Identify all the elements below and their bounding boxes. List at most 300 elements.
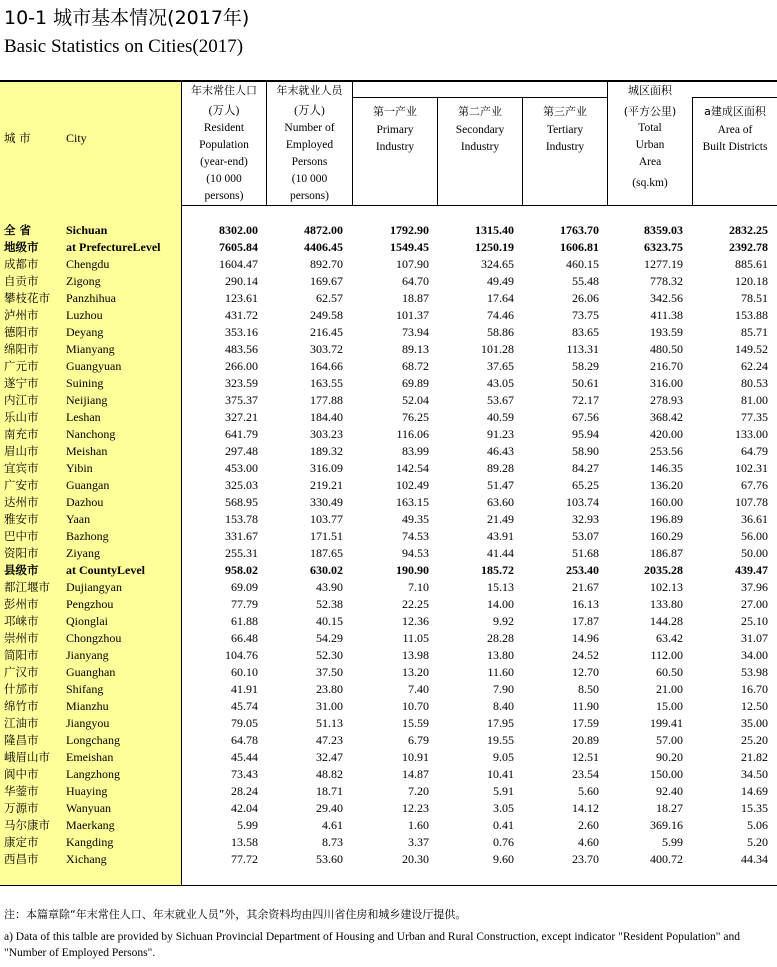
table-cell: 91.23 <box>487 427 514 441</box>
table-row <box>0 630 777 647</box>
table-cell: 353.16 <box>225 325 258 339</box>
city-name-cn: 乐山市 <box>4 410 39 424</box>
table-cell: 78.51 <box>741 291 768 305</box>
table-cell: 171.51 <box>310 529 343 543</box>
city-name-en: Sichuan <box>66 223 108 237</box>
city-name-cn: 绵竹市 <box>4 699 39 713</box>
table-cell: 12.23 <box>402 801 429 815</box>
city-name-en: Panzhihua <box>66 291 116 305</box>
table-cell: 25.20 <box>741 733 768 747</box>
table-cell: 21.82 <box>741 750 768 764</box>
table-row <box>0 460 777 477</box>
table-cell: 11.05 <box>402 631 429 645</box>
table-cell: 48.82 <box>316 767 343 781</box>
page-title-cn: 10-1 城市基本情况(2017年) <box>4 7 250 29</box>
table-cell: 46.43 <box>487 444 514 458</box>
table-cell: 189.32 <box>310 444 343 458</box>
city-name-en: Chengdu <box>66 257 110 271</box>
table-cell: 18.87 <box>402 291 429 305</box>
table-cell: 80.53 <box>741 376 768 390</box>
table-row <box>0 511 777 528</box>
table-cell: 133.80 <box>650 597 683 611</box>
city-name-cn: 地级市 <box>4 240 39 254</box>
table-cell: 49.35 <box>402 512 429 526</box>
table-cell: 23.54 <box>572 767 599 781</box>
table-cell: 31.00 <box>316 699 343 713</box>
table-cell: 32.93 <box>572 512 599 526</box>
table-cell: 10.91 <box>402 750 429 764</box>
city-name-cn: 资阳市 <box>4 546 39 560</box>
table-cell: 90.20 <box>656 750 683 764</box>
city-name-cn: 广汉市 <box>4 665 39 679</box>
city-name-cn: 江油市 <box>4 716 39 730</box>
table-cell: 52.30 <box>316 648 343 662</box>
table-row <box>0 579 777 596</box>
table-row <box>0 562 777 579</box>
table-cell: 17.64 <box>487 291 514 305</box>
table-cell: 67.76 <box>741 478 768 492</box>
table-cell: 144.28 <box>650 614 683 628</box>
city-name-cn: 崇州市 <box>4 631 39 645</box>
table-cell: 324.65 <box>481 257 514 271</box>
table-cell: 1606.81 <box>560 240 599 254</box>
table-cell: 420.00 <box>650 427 683 441</box>
table-cell: 85.71 <box>741 325 768 339</box>
table-cell: 35.00 <box>741 716 768 730</box>
header-employed-persons: 年末就业人员 (万人) Number of Employed Persons (10 000 persons) <box>276 84 343 202</box>
city-name-en: Jiangyou <box>66 716 110 730</box>
table-row <box>0 817 777 834</box>
header-urban-area: 城区面积 (平方公里) Total Urban Area (sq.km) <box>623 84 677 189</box>
city-name-en: Zigong <box>66 274 101 288</box>
table-cell: 36.61 <box>741 512 768 526</box>
city-name-cn: 峨眉山市 <box>4 750 50 764</box>
table-cell: 45.74 <box>231 699 258 713</box>
table-row <box>0 324 777 341</box>
table-row <box>0 545 777 562</box>
table-cell: 323.59 <box>225 376 258 390</box>
table-cell: 18.27 <box>656 801 683 815</box>
table-cell: 13.20 <box>402 665 429 679</box>
table-cell: 190.90 <box>396 563 429 577</box>
table-cell: 51.47 <box>487 478 514 492</box>
table-cell: 6323.75 <box>644 240 683 254</box>
table-cell: 278.93 <box>650 393 683 407</box>
table-cell: 23.80 <box>316 682 343 696</box>
table-row <box>0 494 777 511</box>
table-cell: 68.72 <box>402 359 429 373</box>
table-cell: 11.60 <box>487 665 514 679</box>
table-cell: 63.60 <box>487 495 514 509</box>
table-cell: 778.32 <box>650 274 683 288</box>
table-cell: 14.87 <box>402 767 429 781</box>
table-cell: 568.95 <box>225 495 258 509</box>
header-resident-population: 年末常住人口 (万人) Resident Population (year-end) (10 000 persons) <box>191 84 257 202</box>
table-cell: 1763.70 <box>560 223 599 237</box>
table-cell: 11.90 <box>572 699 599 713</box>
table-cell: 1250.19 <box>475 240 514 254</box>
table-cell: 77.72 <box>231 852 258 866</box>
table-cell: 56.00 <box>741 529 768 543</box>
city-name-en: Meishan <box>66 444 108 458</box>
table-cell: 483.56 <box>225 342 258 356</box>
table-cell: 107.78 <box>735 495 768 509</box>
table-cell: 266.00 <box>225 359 258 373</box>
table-row <box>0 307 777 324</box>
city-name-en: Yibin <box>66 461 93 475</box>
city-name-en: Emeishan <box>66 750 114 764</box>
table-cell: 368.42 <box>650 410 683 424</box>
table-cell: 104.76 <box>225 648 258 662</box>
city-name-en: Maerkang <box>66 818 115 832</box>
table-cell: 112.00 <box>650 648 683 662</box>
table-cell: 74.53 <box>402 529 429 543</box>
table-cell: 24.52 <box>572 648 599 662</box>
city-name-en: Guangyuan <box>66 359 122 373</box>
table-cell: 61.88 <box>231 614 258 628</box>
table-cell: 18.71 <box>316 784 343 798</box>
table-cell: 14.96 <box>572 631 599 645</box>
city-name-cn: 自贡市 <box>4 274 39 288</box>
table-row <box>0 358 777 375</box>
table-row <box>0 477 777 494</box>
table-cell: 65.25 <box>572 478 599 492</box>
table-cell: 375.37 <box>225 393 258 407</box>
city-name-cn: 马尔康市 <box>4 818 50 832</box>
table-cell: 28.24 <box>231 784 258 798</box>
city-name-cn: 达州市 <box>4 495 39 509</box>
table-row <box>0 732 777 749</box>
table-row <box>0 409 777 426</box>
table-cell: 95.94 <box>572 427 599 441</box>
table-row <box>0 681 777 698</box>
city-name-en: Luzhou <box>66 308 103 322</box>
table-row <box>0 596 777 613</box>
table-cell: 74.46 <box>487 308 514 322</box>
city-name-cn: 内江市 <box>4 393 39 407</box>
table-cell: 92.40 <box>656 784 683 798</box>
table-cell: 32.47 <box>316 750 343 764</box>
table-row <box>0 375 777 392</box>
table-cell: 431.72 <box>225 308 258 322</box>
table-cell: 58.29 <box>572 359 599 373</box>
table-cell: 37.50 <box>316 665 343 679</box>
table-cell: 45.44 <box>231 750 258 764</box>
table-cell: 14.69 <box>741 784 768 798</box>
table-cell: 316.09 <box>310 461 343 475</box>
table-cell: 14.12 <box>572 801 599 815</box>
city-name-en: Xichang <box>66 852 107 866</box>
table-cell: 58.86 <box>487 325 514 339</box>
table-cell: 325.03 <box>225 478 258 492</box>
city-name-en: Qionglai <box>66 614 108 628</box>
city-name-en: Dazhou <box>66 495 104 509</box>
header-bottom-rule <box>181 205 777 206</box>
table-cell: 89.28 <box>487 461 514 475</box>
table-cell: 51.68 <box>572 546 599 560</box>
table-row <box>0 613 777 630</box>
table-row <box>0 783 777 800</box>
table-cell: 297.48 <box>225 444 258 458</box>
table-row <box>0 222 777 239</box>
table-cell: 411.38 <box>650 308 683 322</box>
table-cell: 53.67 <box>487 393 514 407</box>
table-cell: 193.59 <box>650 325 683 339</box>
city-name-en: Huaying <box>66 784 108 798</box>
table-cell: 52.38 <box>316 597 343 611</box>
table-row <box>0 392 777 409</box>
table-cell: 185.72 <box>481 563 514 577</box>
table-cell: 892.70 <box>310 257 343 271</box>
table-cell: 101.37 <box>396 308 429 322</box>
city-name-cn: 南充市 <box>4 427 39 441</box>
table-cell: 10.41 <box>487 767 514 781</box>
table-cell: 16.70 <box>741 682 768 696</box>
table-row <box>0 239 777 256</box>
page-title-en: Basic Statistics on Cities(2017) <box>4 36 244 57</box>
table-cell: 37.96 <box>741 580 768 594</box>
table-cell: 142.54 <box>396 461 429 475</box>
city-name-en: Kangding <box>66 835 114 849</box>
divider <box>692 97 777 98</box>
table-cell: 22.25 <box>402 597 429 611</box>
table-row <box>0 647 777 664</box>
city-name-cn: 眉山市 <box>4 444 39 458</box>
table-cell: 64.78 <box>231 733 258 747</box>
table-cell: 102.13 <box>650 580 683 594</box>
table-cell: 41.91 <box>231 682 258 696</box>
table-cell: 13.80 <box>487 648 514 662</box>
table-cell: 216.70 <box>650 359 683 373</box>
city-name-cn: 遂宁市 <box>4 376 39 390</box>
city-name-cn: 广元市 <box>4 359 39 373</box>
table-cell: 29.40 <box>316 801 343 815</box>
table-cell: 12.70 <box>572 665 599 679</box>
table-row <box>0 800 777 817</box>
table-cell: 1.60 <box>408 818 429 832</box>
table-cell: 67.56 <box>572 410 599 424</box>
city-name-en: Jianyang <box>66 648 109 662</box>
city-name-cn: 什邡市 <box>4 682 39 696</box>
table-cell: 64.70 <box>402 274 429 288</box>
table-cell: 28.28 <box>487 631 514 645</box>
table-cell: 60.10 <box>231 665 258 679</box>
table-cell: 0.76 <box>493 835 514 849</box>
city-name-cn: 攀枝花市 <box>4 291 50 305</box>
table-cell: 40.15 <box>316 614 343 628</box>
table-cell: 958.02 <box>225 563 258 577</box>
table-cell: 186.87 <box>650 546 683 560</box>
table-cell: 219.21 <box>310 478 343 492</box>
city-name-en: at PrefectureLevel <box>66 240 161 254</box>
table-cell: 73.75 <box>572 308 599 322</box>
table-cell: 120.18 <box>735 274 768 288</box>
city-name-en: at CountyLevel <box>66 563 145 577</box>
city-name-cn: 万源市 <box>4 801 39 815</box>
city-name-cn: 广安市 <box>4 478 39 492</box>
header-city-en: City <box>66 131 87 145</box>
table-cell: 453.00 <box>225 461 258 475</box>
table-cell: 53.60 <box>316 852 343 866</box>
city-name-cn: 华蓥市 <box>4 784 39 798</box>
table-cell: 123.61 <box>225 291 258 305</box>
table-cell: 52.04 <box>402 393 429 407</box>
table-cell: 12.51 <box>572 750 599 764</box>
table-cell: 15.35 <box>741 801 768 815</box>
table-cell: 5.91 <box>493 784 514 798</box>
table-cell: 153.78 <box>225 512 258 526</box>
table-cell: 27.00 <box>741 597 768 611</box>
table-row <box>0 715 777 732</box>
table-cell: 253.40 <box>566 563 599 577</box>
table-cell: 13.58 <box>231 835 258 849</box>
table-cell: 102.31 <box>735 461 768 475</box>
table-cell: 4.61 <box>322 818 343 832</box>
table-cell: 184.40 <box>310 410 343 424</box>
table-cell: 58.90 <box>572 444 599 458</box>
city-name-cn: 隆昌市 <box>4 733 39 747</box>
table-cell: 53.07 <box>572 529 599 543</box>
city-name-en: Nanchong <box>66 427 116 441</box>
city-name-en: Leshan <box>66 410 101 424</box>
table-cell: 160.29 <box>650 529 683 543</box>
table-row <box>0 273 777 290</box>
table-cell: 4.60 <box>578 835 599 849</box>
table-cell: 69.09 <box>231 580 258 594</box>
table-cell: 57.00 <box>656 733 683 747</box>
table-cell: 20.30 <box>402 852 429 866</box>
table-row <box>0 749 777 766</box>
header-secondary-industry: 第二产业 Secondary Industry <box>455 105 505 153</box>
table-row <box>0 290 777 307</box>
table-cell: 136.20 <box>650 478 683 492</box>
table-cell: 149.52 <box>735 342 768 356</box>
table-cell: 9.05 <box>493 750 514 764</box>
table-cell: 8359.03 <box>644 223 683 237</box>
header-tertiary-industry: 第三产业 Tertiary Industry <box>543 105 587 153</box>
table-cell: 103.74 <box>566 495 599 509</box>
table-cell: 146.35 <box>650 461 683 475</box>
table-cell: 7.20 <box>408 784 429 798</box>
table-cell: 5.99 <box>237 818 258 832</box>
table-cell: 21.00 <box>656 682 683 696</box>
table-cell: 76.25 <box>402 410 429 424</box>
table-cell: 5.20 <box>747 835 768 849</box>
table-cell: 2832.25 <box>729 223 768 237</box>
table-cell: 40.59 <box>487 410 514 424</box>
city-name-cn: 全 省 <box>4 223 32 237</box>
table-cell: 62.24 <box>741 359 768 373</box>
table-cell: 53.98 <box>741 665 768 679</box>
table-cell: 7.10 <box>408 580 429 594</box>
table-cell: 9.60 <box>493 852 514 866</box>
table-cell: 177.88 <box>310 393 343 407</box>
table-cell: 160.00 <box>650 495 683 509</box>
table-cell: 4872.00 <box>304 223 343 237</box>
table-row <box>0 766 777 783</box>
table-row <box>0 851 777 868</box>
table-cell: 20.89 <box>572 733 599 747</box>
table-cell: 16.13 <box>572 597 599 611</box>
city-name-en: Chongzhou <box>66 631 122 645</box>
table-cell: 77.79 <box>231 597 258 611</box>
header-built-area: a建成区面积 Area of Built Districts <box>702 105 768 153</box>
table-cell: 63.42 <box>656 631 683 645</box>
table-cell: 150.00 <box>650 767 683 781</box>
table-cell: 37.65 <box>487 359 514 373</box>
table-cell: 331.67 <box>225 529 258 543</box>
table-cell: 94.53 <box>402 546 429 560</box>
city-name-en: Langzhong <box>66 767 120 781</box>
footnote-cn: 注：本篇章除“年末常住人口、年末就业人员”外，其余资料均由四川省住房和城乡建设厅提供。 <box>4 908 467 921</box>
city-name-cn: 德阳市 <box>4 325 39 339</box>
table-cell: 5.99 <box>662 835 683 849</box>
table-row <box>0 664 777 681</box>
table-bottom-rule <box>0 885 777 886</box>
table-cell: 83.99 <box>402 444 429 458</box>
table-cell: 369.16 <box>650 818 683 832</box>
city-name-cn: 巴中市 <box>4 529 39 543</box>
table-cell: 23.70 <box>572 852 599 866</box>
table-cell: 2.60 <box>578 818 599 832</box>
city-name-cn: 绵阳市 <box>4 342 39 356</box>
table-cell: 164.66 <box>310 359 343 373</box>
city-name-cn: 县级市 <box>4 563 39 577</box>
table-cell: 12.36 <box>402 614 429 628</box>
table-cell: 34.00 <box>741 648 768 662</box>
city-name-en: Guangan <box>66 478 110 492</box>
table-cell: 2392.78 <box>729 240 768 254</box>
city-name-en: Guanghan <box>66 665 116 679</box>
city-name-cn: 都江堰市 <box>4 580 50 594</box>
city-name-cn: 泸州市 <box>4 308 39 322</box>
table-cell: 7.90 <box>493 682 514 696</box>
table-cell: 2035.28 <box>644 563 683 577</box>
table-cell: 3.37 <box>408 835 429 849</box>
table-cell: 327.21 <box>225 410 258 424</box>
table-cell: 66.48 <box>231 631 258 645</box>
table-cell: 107.90 <box>396 257 429 271</box>
city-name-en: Mianzhu <box>66 699 109 713</box>
table-cell: 8302.00 <box>219 223 258 237</box>
table-cell: 316.00 <box>650 376 683 390</box>
table-cell: 153.88 <box>735 308 768 322</box>
city-name-cn: 阆中市 <box>4 767 39 781</box>
table-cell: 14.00 <box>487 597 514 611</box>
footnote-en: a) Data of this talble are provided by Sichuan Provincial Department of Housing and Urban and Rural Construction, except indicator "Resident Population" and "Number of Employed Persons". <box>4 931 740 959</box>
table-cell: 89.13 <box>402 342 429 356</box>
table-cell: 7605.84 <box>219 240 258 254</box>
table-cell: 199.41 <box>650 716 683 730</box>
table-cell: 43.91 <box>487 529 514 543</box>
table-cell: 15.00 <box>656 699 683 713</box>
table-cell: 187.65 <box>310 546 343 560</box>
city-name-en: Shifang <box>66 682 104 696</box>
table-cell: 17.59 <box>572 716 599 730</box>
table-cell: 116.06 <box>396 427 429 441</box>
city-name-cn: 简阳市 <box>4 648 39 662</box>
city-name-en: Yaan <box>66 512 91 526</box>
table-cell: 17.95 <box>487 716 514 730</box>
table-cell: 62.57 <box>316 291 343 305</box>
table-cell: 50.00 <box>741 546 768 560</box>
table-cell: 101.28 <box>481 342 514 356</box>
city-name-en: Suining <box>66 376 104 390</box>
table-row <box>0 698 777 715</box>
city-name-en: Bazhong <box>66 529 109 543</box>
table-cell: 73.94 <box>402 325 429 339</box>
table-row <box>0 426 777 443</box>
